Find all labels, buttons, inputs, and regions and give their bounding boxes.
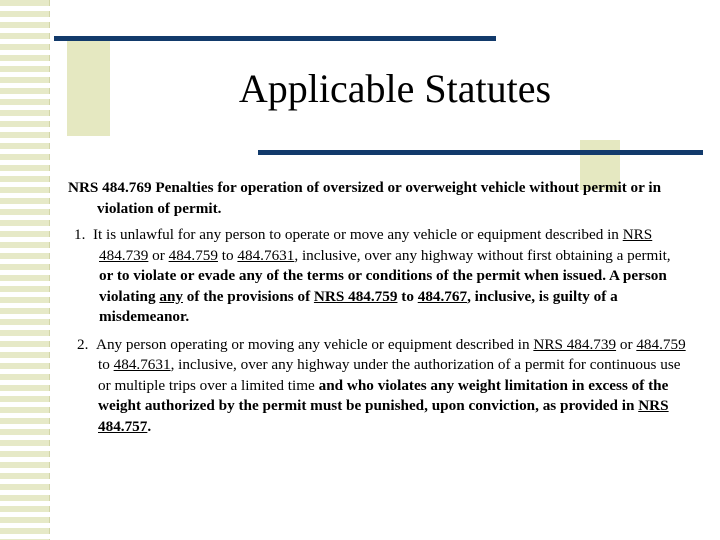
slide-content (68, 178, 688, 437)
title-rule-top (54, 36, 496, 41)
statute-link[interactable]: NRS 484.739 (533, 335, 617, 353)
statute-link[interactable]: 484.7631 (113, 356, 171, 373)
slide-title: Applicable Statutes (238, 66, 552, 111)
list-item-2: 2. Any person operating or moving any vehicle or equipment described in NRS 484.739 or 484.759 to 484.7631, inclusive, over any highway under the authorization of a permit for continuous use or multiple trips over a limited time and who violates any weight limitation in excess of the weight authorized by the permit must be punished, upon conviction, as provided in NRS 484.757. (77, 335, 686, 435)
statute-link[interactable]: any (159, 287, 183, 305)
statute-link[interactable]: 484.7631 (237, 246, 295, 264)
item-2-number: 2. (77, 335, 89, 353)
item-1-number: 1. (74, 226, 86, 243)
statute-link[interactable]: 484.759 (636, 335, 686, 353)
list-item-1: 1. It is unlawful for any person to operate or move any vehicle or equipment described in NRS 484.739 or 484.759 to 484.7631, inclusive, over any highway without first obtaining a permit, or to violate or evade any of the terms or conditions of the permit when issued. A person violating any of the provisions of NRS 484.759 to 484.767, inclusive, is guilty of a misdemeanor. (74, 226, 671, 325)
statute-link[interactable]: NRS 484.739 (99, 226, 653, 264)
statute-link[interactable]: 484.767 (417, 287, 468, 305)
statute-link[interactable]: 484.759 (168, 246, 218, 264)
statute-link[interactable]: NRS 484.757 (98, 397, 669, 435)
title-rule-bottom (258, 150, 703, 155)
statute-heading: NRS 484.769 Penalties for operation of oversized or overweight vehicle without permit or in violation of permit. (68, 179, 662, 217)
title-accent-block (67, 38, 110, 136)
decorative-stripes (0, 0, 50, 540)
statute-link[interactable]: NRS 484.759 (313, 287, 398, 305)
